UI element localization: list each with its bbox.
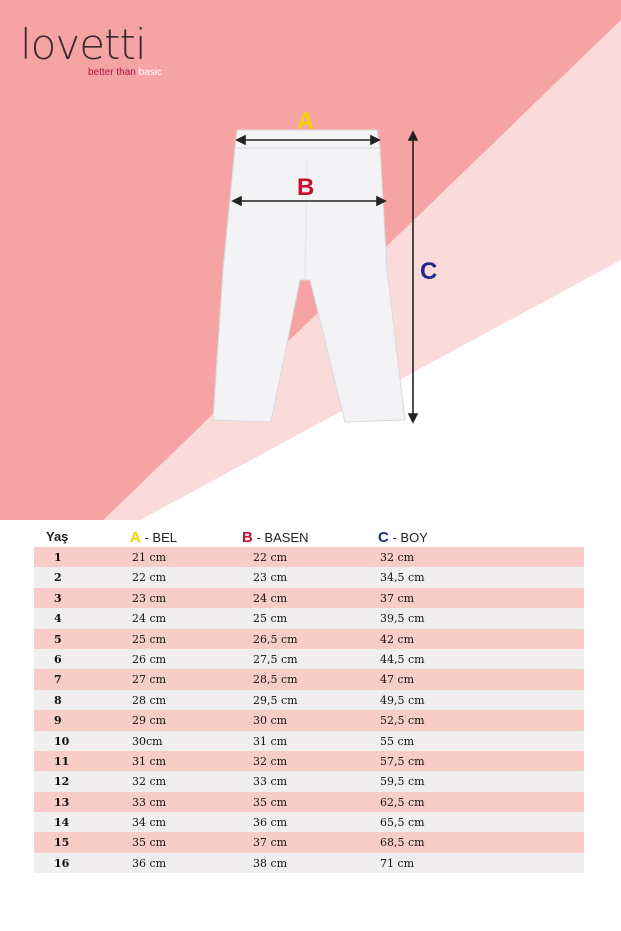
header-boy (378, 529, 428, 546)
cell-bel: 34 cm (132, 816, 167, 830)
cell-boy: 37 cm (380, 591, 415, 605)
cell-basen: 28,5 cm (253, 673, 298, 687)
table-row (34, 690, 584, 710)
table-row (34, 649, 584, 669)
cell-bel: 21 cm (132, 551, 167, 564)
cell-bel: 27 cm (132, 673, 167, 687)
cell-age: 12 (54, 775, 70, 789)
label-b: B (297, 174, 315, 201)
cell-age: 16 (54, 856, 70, 870)
header-bel (130, 529, 177, 546)
cell-bel: 23 cm (132, 591, 167, 605)
cell-bel: 24 cm (132, 612, 167, 626)
cell-boy: 44,5 cm (380, 652, 425, 666)
cell-boy: 52,5 cm (380, 714, 425, 728)
cell-age: 13 (54, 795, 70, 809)
cell-age: 7 (54, 673, 62, 687)
table-row (34, 567, 584, 587)
arrow-c (409, 132, 417, 422)
cell-boy: 39,5 cm (380, 612, 425, 626)
cell-age: 2 (54, 571, 62, 585)
table-row (34, 629, 584, 649)
cell-bel: 32 cm (132, 775, 167, 789)
cell-age: 11 (54, 754, 70, 768)
cell-basen: 24 cm (253, 591, 288, 605)
cell-boy: 59,5 cm (380, 775, 425, 789)
cell-basen: 23 cm (253, 571, 288, 585)
header-c-label: - BOY (388, 530, 428, 545)
cell-basen: 37 cm (253, 836, 288, 850)
header-c-letter: C (378, 529, 389, 546)
cell-boy: 55 cm (380, 734, 415, 748)
cell-boy: 65,5 cm (380, 816, 425, 830)
cell-boy: 42 cm (380, 632, 415, 646)
table-row (34, 853, 584, 873)
cell-bel: 28 cm (132, 693, 167, 707)
cell-bel: 31 cm (132, 754, 167, 768)
cell-bel: 33 cm (132, 795, 167, 809)
cell-age: 14 (54, 816, 70, 830)
cell-boy: 62,5 cm (380, 795, 425, 809)
cell-bel: 26 cm (132, 652, 167, 666)
table-row (34, 588, 584, 608)
table-row (34, 710, 584, 730)
label-a: A (297, 108, 315, 135)
cell-age: 10 (54, 734, 70, 748)
cell-basen: 22 cm (253, 551, 288, 564)
cell-boy: 68,5 cm (380, 836, 425, 850)
table-row (34, 669, 584, 689)
cell-boy: 57,5 cm (380, 754, 425, 768)
cell-bel: 30cm (132, 734, 163, 748)
cell-basen: 27,5 cm (253, 652, 298, 666)
header-age: Yaş (46, 529, 69, 544)
header-b-label: - BASEN (252, 530, 309, 545)
table-body (34, 547, 584, 873)
cell-bel: 29 cm (132, 714, 167, 728)
table-row (34, 731, 584, 751)
cell-age: 1 (54, 551, 62, 564)
table-row (34, 608, 584, 628)
cell-age: 4 (54, 612, 62, 626)
table-row (34, 751, 584, 771)
cell-basen: 29,5 cm (253, 693, 298, 707)
cell-bel: 35 cm (132, 836, 167, 850)
cell-age: 3 (54, 591, 62, 605)
cell-bel: 25 cm (132, 632, 167, 646)
tagline-part1: better than (88, 67, 136, 78)
cell-bel: 36 cm (132, 856, 167, 870)
cell-basen: 36 cm (253, 816, 288, 830)
cell-boy: 49,5 cm (380, 693, 425, 707)
cell-age: 8 (54, 693, 62, 707)
cell-basen: 26,5 cm (253, 632, 298, 646)
table-row (34, 771, 584, 791)
cell-boy: 47 cm (380, 673, 415, 687)
cell-basen: 33 cm (253, 775, 288, 789)
leggings-diagram (205, 120, 438, 430)
cell-basen: 31 cm (253, 734, 288, 748)
table-header (34, 527, 584, 547)
brand-name: lovetti (20, 20, 146, 69)
cell-age: 5 (54, 632, 62, 646)
cell-basen: 32 cm (253, 754, 288, 768)
cell-basen: 25 cm (253, 612, 288, 626)
cell-age: 6 (54, 652, 62, 666)
table-row (34, 832, 584, 852)
label-c: C (420, 258, 438, 285)
cell-boy: 71 cm (380, 856, 415, 870)
header-a-letter: A (130, 529, 141, 546)
table-row (34, 812, 584, 832)
cell-basen: 30 cm (253, 714, 288, 728)
table-row (34, 547, 584, 567)
size-table (34, 527, 584, 873)
brand-tagline (88, 67, 162, 78)
tagline-part2: basic (138, 67, 162, 78)
cell-age: 15 (54, 836, 70, 850)
cell-bel: 22 cm (132, 571, 167, 585)
cell-boy: 34,5 cm (380, 571, 425, 585)
cell-age: 9 (54, 714, 62, 728)
cell-boy: 32 cm (380, 551, 415, 564)
header-basen (242, 529, 308, 546)
cell-basen: 35 cm (253, 795, 288, 809)
cell-basen: 38 cm (253, 856, 288, 870)
table-row (34, 792, 584, 812)
header-a-label: - BEL (140, 530, 177, 545)
header-b-letter: B (242, 529, 253, 546)
brand-logo (20, 22, 170, 82)
